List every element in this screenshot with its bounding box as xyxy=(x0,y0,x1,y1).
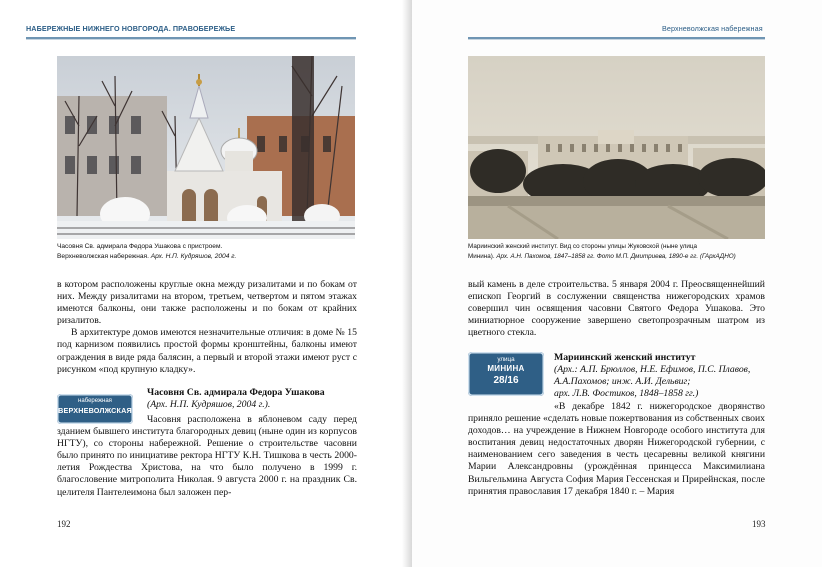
paragraph: в котором расположены круглые окна между ризалитами и по бокам от них. Между ризалитами на втором, третьем, четвертом и пятом этажах имеются балконы, они также расположены и по бокам от крайних ризалитов. xyxy=(57,279,357,327)
running-header: Верхневолжская набережная xyxy=(662,24,763,33)
sign-house-number: 28/16 xyxy=(493,375,519,386)
running-header: НАБЕРЕЖНЫЕ НИЖНЕГО НОВГОРОДА. ПРАВОБЕРЕЖЬЕ xyxy=(26,24,236,33)
caption-line-1: Мариинский женский институт. Вид со стороны улицы Жуковской (ныне улица xyxy=(468,243,698,250)
left-page xyxy=(0,0,409,567)
caption-location: Верхневолжская набережная. xyxy=(57,253,151,260)
header-rule xyxy=(26,37,356,40)
paragraph: В архитектуре домов имеются незначительные отличия: в доме № 15 под карнизом появились простой формы кронштейны, балконы имеют ограждения в виде ряда балясин, а первый и второй этажи имеют руст с рисунком «под крупную кладку». xyxy=(57,327,357,375)
section-title: Часовня Св. адмирала Федора Ушакова xyxy=(147,387,325,398)
caption-line-1: Часовня Св. адмирала Федора Ушакова с пристроем. xyxy=(57,243,223,250)
institute-photo xyxy=(468,56,765,239)
body-text-bottom xyxy=(468,401,765,498)
sign-small-text: улица xyxy=(497,356,515,363)
sign-small-text: набережная xyxy=(78,398,112,404)
chapel-photo xyxy=(57,56,355,239)
header-rule xyxy=(468,37,765,40)
caption-location: Минина). xyxy=(468,253,497,260)
paragraph: вый камень в деле строительства. 5 января 2004 г. Преосвященнейший епископ Георгий в сослужении священства нижегородских храмов совершил чин освящения часовни Святого Федора Ушакова. Это миниатюрное сооружение завершено светопрозрачным шатром из цветного стекла. xyxy=(468,279,765,339)
section-attribution: (Арх.: А.П. Брюллов, Н.Е. Ефимов, П.С. Плавов, xyxy=(554,364,751,375)
section-title: Мариинский женский институт xyxy=(554,352,696,363)
right-page xyxy=(412,0,822,567)
paragraph: «В декабре 1842 г. нижегородское дворянство приняло решение «сделать новые пожертвования из собственных своих доходов… на учреждение в Нижнем Новгороде особого института для воспитания девиц недостаточных дворян Нижегородской губернии, с наименованием сего заведения в честь цесаревны великой княгини Марии Александровны (урождённая принцесса Максимилиана Вильгельмина Августа София Мария Гессенская и Прирейнская, после принятия православия 17 декабря 1840 г. – Мария xyxy=(468,401,765,497)
section-heading xyxy=(147,387,357,411)
page-number: 192 xyxy=(57,519,71,529)
caption-credits: Арх. А.Н. Пахомов, 1847–1858 гг. Фото М.П. Дмитриева, 1890-е гг. (ГАрхАДНО) xyxy=(496,253,736,260)
street-sign-minina xyxy=(468,352,544,396)
section-attribution: арх. Л.В. Фостиков, 1848–1858 гг.) xyxy=(554,388,699,400)
photo-caption xyxy=(468,242,768,262)
section-heading xyxy=(554,352,766,400)
sign-street-name: МИНИНА xyxy=(487,364,525,373)
photo-caption xyxy=(57,242,357,262)
sign-street-name: ВЕРХНЕВОЛЖСКАЯ xyxy=(58,406,132,415)
body-text-bottom xyxy=(57,414,357,499)
page-number: 193 xyxy=(752,519,766,529)
section-attribution: (Арх. Н.П. Кудряшов, 2004 г.). xyxy=(147,399,271,410)
body-text-top xyxy=(57,279,357,376)
caption-architect: Арх. Н.П. Кудряшов, 2004 г. xyxy=(150,253,237,260)
body-text-top xyxy=(468,279,765,339)
paragraph: Часовня расположена в яблоневом саду перед зданием бывшего института благородных девиц (ныне один из корпусов НГТУ), со стороны набережной. Решение о строительстве часовни было принято по инициативе ректора НГТУ К.Н. Тишкова в честь 2000-летия Рождества Христова, на что было получено в 1999 г. благословение митрополита Николая. 9 августа 2000 г. на праздник Св. целителя Пантелеимона был заложен пер- xyxy=(57,414,357,498)
section-attribution: А.А.Пахомов; инж. А.И. Дельвиг; xyxy=(554,376,691,388)
